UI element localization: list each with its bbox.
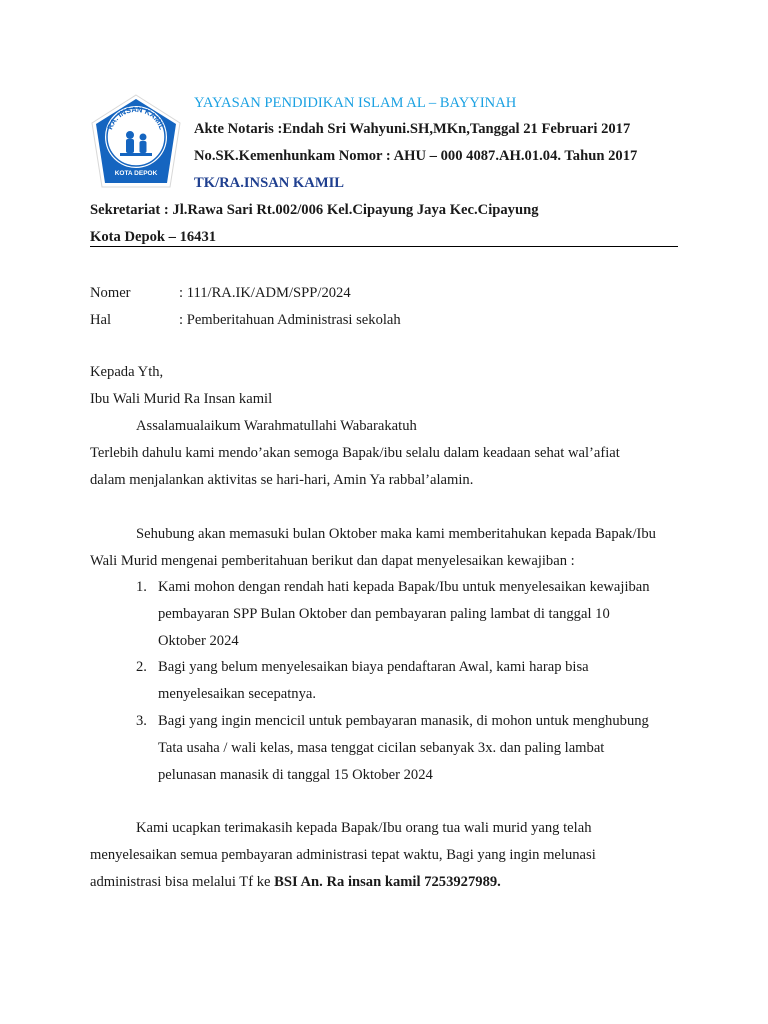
address-line-1: Sekretariat : Jl.Rawa Sari Rt.002/006 Kel.Cipayung Jaya Kec.Cipayung bbox=[90, 202, 539, 218]
list-item-1-line-2: pembayaran SPP Bulan Oktober dan pembayaran paling lambat di tanggal 10 bbox=[158, 606, 610, 622]
opening-line-2: dalam menjalankan aktivitas se hari-hari, Amin Ya rabbal’alamin. bbox=[90, 472, 474, 488]
list-item-3-number: 3. bbox=[136, 713, 147, 729]
bank-account-info: BSI An. Ra insan kamil 7253927989. bbox=[274, 874, 501, 890]
list-item-3-line-3: pelunasan manasik di tanggal 15 Oktober 2024 bbox=[158, 767, 433, 783]
salutation-to: Kepada Yth, bbox=[90, 364, 164, 380]
closing-line-2: menyelesaikan semua pembayaran administrasi tepat waktu, Bagi yang ingin melunasi bbox=[90, 847, 596, 863]
akte-notaris-line: Akte Notaris :Endah Sri Wahyuni.SH,MKn,Tanggal 21 Februari 2017 bbox=[194, 121, 631, 137]
opening-line-1: Terlebih dahulu kami mendo’akan semoga Bapak/ibu selalu dalam keadaan sehat wal’afiat bbox=[90, 445, 620, 461]
logo-bottom-text: KOTA DEPOK bbox=[114, 170, 158, 177]
list-item-1-line-3: Oktober 2024 bbox=[158, 633, 239, 649]
closing-line-1: Kami ucapkan terimakasih kepada Bapak/Ibu orang tua wali murid yang telah bbox=[136, 820, 592, 836]
nomer-label: Nomer bbox=[90, 285, 131, 301]
salutation-greeting: Assalamualaikum Warahmatullahi Wabarakatuh bbox=[136, 418, 417, 434]
closing-line-3 bbox=[90, 873, 501, 891]
list-item-2-number: 2. bbox=[136, 659, 147, 675]
nomer-value: : 111/RA.IK/ADM/SPP/2024 bbox=[179, 285, 351, 301]
closing-line-3-text: administrasi bisa melalui Tf ke bbox=[90, 874, 275, 890]
logo-top-text: RA. INSAN KAMIL bbox=[105, 104, 167, 131]
address-line-2: Kota Depok – 16431 bbox=[90, 229, 217, 245]
hal-value: : Pemberitahuan Administrasi sekolah bbox=[179, 312, 401, 328]
list-item-3-line-1: Bagi yang ingin mencicil untuk pembayaran manasik, di mohon untuk menghubung bbox=[158, 713, 649, 729]
list-item-3-line-2: Tata usaha / wali kelas, masa tenggat cicilan sebanyak 3x. dan paling lambat bbox=[158, 740, 605, 756]
list-item-1-line-1: Kami mohon dengan rendah hati kepada Bapak/Ibu untuk menyelesaikan kewajiban bbox=[158, 579, 650, 595]
hal-label: Hal bbox=[90, 312, 112, 328]
list-item-2-line-1: Bagi yang belum menyelesaikan biaya pendaftaran Awal, kami harap bisa bbox=[158, 659, 589, 675]
nomer-row bbox=[90, 284, 351, 302]
header-divider bbox=[90, 246, 678, 247]
list-item-1-number: 1. bbox=[136, 579, 147, 595]
organization-title: YAYASAN PENDIDIKAN ISLAM AL – BAYYINAH bbox=[194, 95, 517, 111]
school-title: TK/RA.INSAN KAMIL bbox=[194, 175, 345, 191]
salutation-recipient: Ibu Wali Murid Ra Insan kamil bbox=[90, 391, 273, 407]
intro-line-1: Sehubung akan memasuki bulan Oktober maka kami memberitahukan kepada Bapak/Ibu bbox=[136, 526, 656, 542]
list-item-2-line-2: menyelesaikan secepatnya. bbox=[158, 686, 317, 702]
hal-row bbox=[90, 311, 401, 329]
sk-number-line: No.SK.Kemenhunkam Nomor : AHU – 000 4087.AH.01.04. Tahun 2017 bbox=[194, 148, 638, 164]
intro-line-2: Wali Murid mengenai pemberitahuan berikut dan dapat menyelesaikan kewajiban : bbox=[90, 553, 575, 569]
school-logo bbox=[90, 93, 182, 189]
